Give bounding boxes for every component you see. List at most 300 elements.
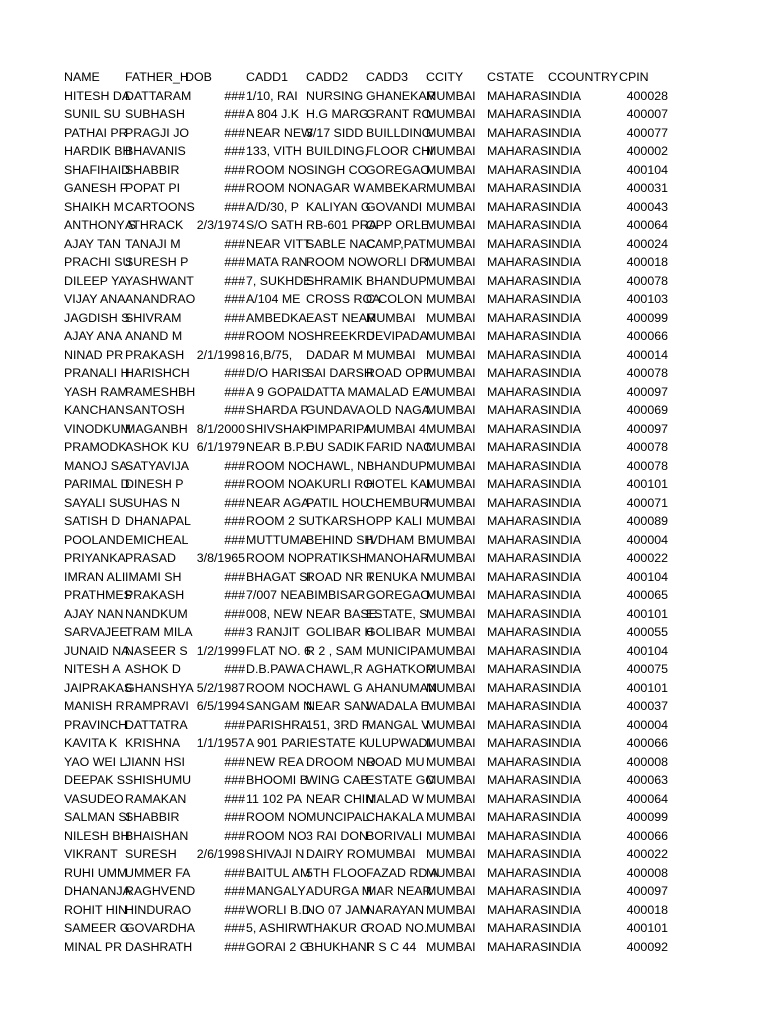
dob-cell[interactable]: 8/1/2000 [196, 421, 245, 436]
country-cell[interactable]: INDIA [548, 939, 582, 954]
city-cell[interactable]: MUMBAI [426, 421, 476, 436]
dob-cell[interactable]: ### [224, 144, 245, 158]
cadd1-cell[interactable]: ROOM NO [246, 828, 307, 843]
header-father-name[interactable]: FATHER_H [125, 70, 189, 84]
header-cstate[interactable]: CSTATE [487, 70, 535, 84]
pin-cell[interactable]: 400024 [626, 236, 668, 251]
state-cell[interactable]: MAHARASI [487, 551, 552, 565]
state-cell[interactable]: MAHARASI [487, 329, 552, 343]
father-name-cell[interactable]: PRAKASH [125, 588, 185, 602]
name-cell[interactable]: PRAMODK [64, 440, 127, 454]
state-cell[interactable]: MAHARASI [487, 569, 552, 584]
cadd1-cell[interactable]: PARISHRA [246, 717, 309, 732]
country-cell[interactable]: INDIA [548, 680, 582, 695]
dob-cell[interactable]: ### [224, 939, 245, 954]
cadd2-cell[interactable]: BEHIND SH [306, 532, 374, 547]
cadd3-cell[interactable]: MANGAL V [366, 717, 430, 732]
father-name-cell[interactable]: TRAM MILA [125, 625, 193, 639]
father-name-cell[interactable]: RAMAKAN [125, 791, 187, 806]
father-name-cell[interactable]: KRISHNA [125, 736, 181, 750]
pin-cell[interactable]: 400101 [626, 680, 668, 695]
state-cell[interactable]: MAHARASI [487, 884, 552, 898]
dob-cell[interactable]: 3/8/1965 [196, 551, 245, 565]
father-name-cell[interactable]: PRAGJI JO [125, 125, 190, 140]
country-cell[interactable]: INDIA [548, 347, 582, 362]
country-cell[interactable]: INDIA [548, 440, 582, 454]
pin-cell[interactable]: 400097 [626, 421, 668, 436]
city-cell[interactable]: MUMBAI [426, 495, 476, 510]
state-cell[interactable]: MAHARASI [487, 532, 552, 547]
city-cell[interactable]: MUMBAI [426, 440, 476, 454]
cadd3-cell[interactable]: WORLI DR. [366, 255, 432, 269]
city-cell[interactable]: MUMBAI [426, 717, 476, 732]
city-cell[interactable]: MUMBAI [426, 514, 476, 528]
country-cell[interactable]: INDIA [548, 477, 582, 491]
dob-cell[interactable]: ### [224, 88, 245, 103]
pin-cell[interactable]: 400092 [626, 939, 668, 954]
dob-cell[interactable]: ### [224, 884, 245, 898]
cadd2-cell[interactable]: CROSS ROA [306, 292, 381, 306]
father-name-cell[interactable]: DATTATRA [125, 717, 188, 732]
country-cell[interactable]: INDIA [548, 292, 582, 306]
cadd1-cell[interactable]: AMBEDKA [246, 310, 307, 325]
state-cell[interactable]: MAHARASI [487, 643, 552, 658]
cadd2-cell[interactable]: SABLE NAC [306, 236, 376, 251]
name-cell[interactable]: JAIPRAKAS [64, 680, 133, 695]
pin-cell[interactable]: 400007 [626, 107, 668, 121]
father-name-cell[interactable]: EMICHEAL [125, 532, 189, 547]
name-cell[interactable]: KAVITA K [64, 736, 118, 750]
city-cell[interactable]: MUMBAI [426, 144, 476, 158]
header-cadd3[interactable]: CADD3 [366, 70, 408, 84]
cadd1-cell[interactable]: ROOM 2 S [246, 514, 307, 528]
cadd2-cell[interactable]: NEAR BASE [306, 606, 377, 621]
pin-cell[interactable]: 400099 [626, 310, 668, 325]
name-cell[interactable]: NITESH A [64, 662, 121, 676]
dob-cell[interactable]: ### [224, 717, 245, 732]
cadd3-cell[interactable]: BHANDUP- [366, 458, 431, 473]
cadd3-cell[interactable]: BHANDUP [366, 273, 427, 288]
name-cell[interactable]: AJAY TAN [64, 236, 121, 251]
pin-cell[interactable]: 400078 [626, 366, 668, 380]
city-cell[interactable]: MUMBAI [426, 902, 476, 917]
state-cell[interactable]: MAHARASI [487, 162, 552, 177]
cadd2-cell[interactable]: UTKARSH [306, 514, 366, 528]
name-cell[interactable]: POOLAND [64, 532, 125, 547]
cadd3-cell[interactable]: CHEMBUR [366, 495, 429, 510]
name-cell[interactable]: ANTHONY S [64, 218, 137, 232]
cadd3-cell[interactable]: AMBEKAR [366, 181, 427, 195]
name-cell[interactable]: DEEPAK S [64, 773, 126, 787]
cadd1-cell[interactable]: A 804 J.K [246, 107, 300, 121]
cadd2-cell[interactable]: BHUKHANI [306, 939, 371, 954]
name-cell[interactable]: IMRAN ALI [64, 569, 126, 584]
cadd2-cell[interactable]: AKURLI RO [306, 477, 373, 491]
cadd3-cell[interactable]: FLOOR CHI [366, 144, 434, 158]
cadd1-cell[interactable]: 7, SUKHDE [246, 273, 312, 288]
state-cell[interactable]: MAHARASI [487, 699, 552, 713]
city-cell[interactable]: MUMBAI [426, 736, 476, 750]
state-cell[interactable]: MAHARASI [487, 865, 552, 880]
name-cell[interactable]: DILEEP YA [64, 273, 127, 288]
cadd3-cell[interactable]: MAR NEAR [366, 884, 432, 898]
dob-cell[interactable]: ### [224, 199, 245, 214]
country-cell[interactable]: INDIA [548, 532, 582, 547]
cadd1-cell[interactable]: MANGALY [246, 884, 306, 898]
header-cadd2[interactable]: CADD2 [306, 70, 348, 84]
cadd1-cell[interactable]: 3 RANJIT [246, 625, 300, 639]
country-cell[interactable]: INDIA [548, 551, 582, 565]
name-cell[interactable]: AJAY NAN [64, 606, 124, 621]
city-cell[interactable]: MUMBAI [426, 384, 476, 399]
cadd2-cell[interactable]: BIMBISAR [306, 588, 366, 602]
cadd2-cell[interactable]: THAKUR C [306, 921, 370, 935]
state-cell[interactable]: MAHARASI [487, 588, 552, 602]
state-cell[interactable]: MAHARASI [487, 88, 552, 103]
country-cell[interactable]: INDIA [548, 884, 582, 898]
name-cell[interactable]: VIKRANT [64, 847, 118, 861]
name-cell[interactable]: HARDIK BH [64, 144, 132, 158]
cadd2-cell[interactable]: 5TH FLOO [306, 865, 367, 880]
dob-cell[interactable]: ### [224, 273, 245, 288]
name-cell[interactable]: KANCHAN [64, 403, 125, 417]
pin-cell[interactable]: 400028 [626, 88, 668, 103]
pin-cell[interactable]: 400097 [626, 884, 668, 898]
cadd1-cell[interactable]: WORLI B.D [246, 902, 311, 917]
country-cell[interactable]: INDIA [548, 643, 582, 658]
name-cell[interactable]: SUNIL SU [64, 107, 121, 121]
cadd3-cell[interactable]: RENUKA N [366, 569, 430, 584]
father-name-cell[interactable]: SATYAVIJA [125, 458, 190, 473]
cadd2-cell[interactable]: NEAR CHIN [306, 791, 375, 806]
name-cell[interactable]: VIJAY ANA [64, 292, 126, 306]
country-cell[interactable]: INDIA [548, 847, 582, 861]
dob-cell[interactable]: ### [224, 810, 245, 824]
cadd1-cell[interactable]: 133, VITH [246, 144, 302, 158]
cadd1-cell[interactable]: 7/007 NEA [246, 588, 306, 602]
cadd1-cell[interactable]: NEAR VITT [246, 236, 311, 251]
state-cell[interactable]: MAHARASI [487, 477, 552, 491]
dob-cell[interactable]: ### [224, 310, 245, 325]
cadd2-cell[interactable]: 151, 3RD F [306, 717, 370, 732]
father-name-cell[interactable]: SURESH [125, 847, 177, 861]
dob-cell[interactable]: ### [224, 458, 245, 473]
country-cell[interactable]: INDIA [548, 717, 582, 732]
father-name-cell[interactable]: RAGHVEND [125, 884, 196, 898]
name-cell[interactable]: NILESH BH [64, 828, 130, 843]
pin-cell[interactable]: 400101 [626, 606, 668, 621]
name-cell[interactable]: JAGDISH S [64, 310, 130, 325]
city-cell[interactable]: MUMBAI [426, 477, 476, 491]
father-name-cell[interactable]: ASHOK D [125, 662, 181, 676]
father-name-cell[interactable]: SHABBIR [125, 162, 180, 177]
cadd3-cell[interactable]: MUNICIPA [366, 643, 426, 658]
cadd2-cell[interactable]: DAIRY RO [306, 847, 366, 861]
name-cell[interactable]: PARIMAL D [64, 477, 130, 491]
dob-cell[interactable]: ### [224, 255, 245, 269]
country-cell[interactable]: INDIA [548, 662, 582, 676]
pin-cell[interactable]: 400018 [626, 255, 668, 269]
cadd1-cell[interactable]: ROOM NO [246, 810, 307, 824]
cadd3-cell[interactable]: BORIVALI [366, 828, 423, 843]
country-cell[interactable]: INDIA [548, 514, 582, 528]
father-name-cell[interactable]: JIANN HSI [125, 754, 185, 769]
cadd1-cell[interactable]: NEAR AGA [246, 495, 310, 510]
state-cell[interactable]: MAHARASI [487, 921, 552, 935]
father-name-cell[interactable]: GOVARDHA [125, 921, 195, 935]
cadd2-cell[interactable]: PRATIKSH [306, 551, 368, 565]
city-cell[interactable]: MUMBAI [426, 884, 476, 898]
cadd3-cell[interactable]: GOREGAO [366, 162, 431, 177]
pin-cell[interactable]: 400078 [626, 273, 668, 288]
city-cell[interactable]: MUMBAI [426, 662, 476, 676]
pin-cell[interactable]: 400037 [626, 699, 668, 713]
cadd3-cell[interactable]: GRANT RO [366, 107, 432, 121]
dob-cell[interactable]: 6/5/1994 [196, 699, 245, 713]
pin-cell[interactable]: 400097 [626, 384, 668, 399]
cadd1-cell[interactable]: A 901 PAR [246, 736, 306, 750]
cadd3-cell[interactable]: C COLON [366, 292, 423, 306]
cadd3-cell[interactable]: NARAYAN [366, 902, 425, 917]
pin-cell[interactable]: 400066 [626, 828, 668, 843]
name-cell[interactable]: YAO WEI L [64, 754, 127, 769]
name-cell[interactable]: YASH RAM [64, 384, 128, 399]
cadd2-cell[interactable]: IESTATE K [306, 736, 368, 750]
cadd3-cell[interactable]: CAMP,PAT [366, 236, 426, 251]
cadd2-cell[interactable]: NAGAR W [306, 181, 366, 195]
name-cell[interactable]: PRIYANKA [64, 551, 126, 565]
state-cell[interactable]: MAHARASI [487, 421, 552, 436]
dob-cell[interactable]: ### [224, 477, 245, 491]
country-cell[interactable]: INDIA [548, 902, 582, 917]
dob-cell[interactable]: ### [224, 236, 245, 251]
name-cell[interactable]: SHAIKH M [64, 199, 124, 214]
city-cell[interactable]: MUMBAI [426, 218, 476, 232]
country-cell[interactable]: INDIA [548, 162, 582, 177]
cadd2-cell[interactable]: PATIL HOU [306, 495, 370, 510]
city-cell[interactable]: MUMBAI [426, 107, 476, 121]
cadd3-cell[interactable]: IVDHAM B [366, 532, 426, 547]
city-cell[interactable]: MUMBAI [426, 162, 476, 177]
country-cell[interactable]: INDIA [548, 828, 582, 843]
city-cell[interactable]: MUMBAI [426, 255, 476, 269]
cadd2-cell[interactable]: PIMPARIPA [306, 421, 372, 436]
cadd3-cell[interactable]: GHANEKAR [366, 88, 436, 103]
state-cell[interactable]: MAHARASI [487, 939, 552, 954]
name-cell[interactable]: MINAL PR [64, 939, 123, 954]
cadd1-cell[interactable]: FLAT NO. 6 [246, 643, 311, 658]
country-cell[interactable]: INDIA [548, 255, 582, 269]
father-name-cell[interactable]: DINESH P [125, 477, 184, 491]
cadd3-cell[interactable]: OPP ORLE [366, 218, 430, 232]
dob-cell[interactable]: ### [224, 588, 245, 602]
father-name-cell[interactable]: SHABBIR [125, 810, 180, 824]
dob-cell[interactable]: 6/1/1979 [196, 440, 245, 454]
cadd2-cell[interactable]: R 2 , SAM [306, 643, 363, 658]
country-cell[interactable]: INDIA [548, 144, 582, 158]
cadd3-cell[interactable]: CHAKALA [366, 810, 424, 824]
city-cell[interactable]: MUMBAI [426, 551, 476, 565]
cadd2-cell[interactable]: CHAWL G [306, 680, 363, 695]
pin-cell[interactable]: 400101 [626, 921, 668, 935]
dob-cell[interactable]: ### [224, 403, 245, 417]
cadd1-cell[interactable]: 1/10, RAI [246, 88, 298, 103]
country-cell[interactable]: INDIA [548, 199, 582, 214]
cadd3-cell[interactable]: BUILLDING [366, 125, 432, 140]
pin-cell[interactable]: 400055 [626, 625, 668, 639]
cadd2-cell[interactable]: CHAWL,R [306, 662, 363, 676]
header-ccity[interactable]: CCITY [426, 70, 464, 84]
dob-cell[interactable]: ### [224, 606, 245, 621]
father-name-cell[interactable]: TANAJI M [125, 236, 181, 251]
pin-cell[interactable]: 400043 [626, 199, 668, 214]
country-cell[interactable]: INDIA [548, 569, 582, 584]
city-cell[interactable]: MUMBAI [426, 458, 476, 473]
city-cell[interactable]: MUMBAI [426, 921, 476, 935]
country-cell[interactable]: INDIA [548, 736, 582, 750]
name-cell[interactable]: GANESH P [64, 181, 129, 195]
cadd3-cell[interactable]: MUMBAI [366, 310, 416, 325]
state-cell[interactable]: MAHARASI [487, 773, 552, 787]
cadd1-cell[interactable]: NEW REA [246, 754, 304, 769]
pin-cell[interactable]: 400103 [626, 292, 668, 306]
dob-cell[interactable]: ### [224, 514, 245, 528]
country-cell[interactable]: INDIA [548, 181, 582, 195]
cadd2-cell[interactable]: SHRAMIK I [306, 273, 370, 288]
name-cell[interactable]: PATHAI PR [64, 125, 128, 140]
father-name-cell[interactable]: BHAISHAN [125, 828, 189, 843]
cadd3-cell[interactable]: MALAD W [366, 791, 424, 806]
cadd3-cell[interactable]: DEVIPADA [366, 329, 428, 343]
cadd1-cell[interactable]: BHOOMI B [246, 773, 308, 787]
dob-cell[interactable]: ### [224, 125, 245, 140]
cadd2-cell[interactable]: ROAD NR T [306, 569, 374, 584]
cadd2-cell[interactable]: H.G MARG [306, 107, 369, 121]
dob-cell[interactable]: ### [224, 921, 245, 935]
country-cell[interactable]: INDIA [548, 107, 582, 121]
dob-cell[interactable]: ### [224, 329, 245, 343]
cadd1-cell[interactable]: A 9 GOPAL [246, 384, 310, 399]
cadd1-cell[interactable]: 11 102 PA [246, 791, 303, 806]
cadd1-cell[interactable]: GORAI 2 G [246, 939, 310, 954]
state-cell[interactable]: MAHARASI [487, 125, 552, 140]
name-cell[interactable]: RUHI UMM [64, 865, 128, 880]
city-cell[interactable]: MUMBAI [426, 791, 476, 806]
dob-cell[interactable]: ### [224, 773, 245, 787]
dob-cell[interactable]: 2/6/1998 [196, 847, 245, 861]
cadd2-cell[interactable]: ROOM NO [306, 255, 367, 269]
dob-cell[interactable]: 1/2/1999 [196, 643, 245, 658]
cadd1-cell[interactable]: 008, NEW [246, 606, 303, 621]
country-cell[interactable]: INDIA [548, 125, 582, 140]
cadd1-cell[interactable]: SANGAM N [246, 699, 313, 713]
dob-cell[interactable]: 1/1/1957 [196, 736, 245, 750]
state-cell[interactable]: MAHARASI [487, 366, 552, 380]
state-cell[interactable]: MAHARASI [487, 791, 552, 806]
cadd2-cell[interactable]: GOLIBAR H [306, 625, 374, 639]
father-name-cell[interactable]: SURESH P [125, 255, 189, 269]
name-cell[interactable]: DHANANJA [64, 884, 131, 898]
father-name-cell[interactable]: DASHRATH [125, 939, 193, 954]
cadd3-cell[interactable]: GOVANDI [366, 199, 423, 214]
cadd1-cell[interactable]: SHIVAJI N [246, 847, 305, 861]
name-cell[interactable]: SAMEER G [64, 921, 130, 935]
country-cell[interactable]: INDIA [548, 384, 582, 399]
cadd3-cell[interactable]: OPP KALI [366, 514, 423, 528]
state-cell[interactable]: MAHARASI [487, 403, 552, 417]
cadd1-cell[interactable]: S/O SATH [246, 218, 303, 232]
cadd3-cell[interactable]: ESTATE, S [366, 606, 428, 621]
name-cell[interactable]: ROHIT HIN [64, 902, 128, 917]
dob-cell[interactable]: ### [224, 865, 245, 880]
name-cell[interactable]: SAYALI SU [64, 495, 127, 510]
pin-cell[interactable]: 400104 [626, 569, 668, 584]
state-cell[interactable]: MAHARASI [487, 828, 552, 843]
pin-cell[interactable]: 400078 [626, 440, 668, 454]
country-cell[interactable]: INDIA [548, 606, 582, 621]
father-name-cell[interactable]: HARISHCH [125, 366, 190, 380]
cadd1-cell[interactable]: D/O HARIS [246, 366, 310, 380]
cadd2-cell[interactable]: ADURGA M [306, 884, 373, 898]
state-cell[interactable]: MAHARASI [487, 847, 552, 861]
name-cell[interactable]: SARVAJEE [64, 625, 128, 639]
pin-cell[interactable]: 400099 [626, 810, 668, 824]
state-cell[interactable]: MAHARASI [487, 440, 552, 454]
country-cell[interactable]: INDIA [548, 754, 582, 769]
cadd2-cell[interactable]: SAI DARSH [306, 366, 373, 380]
cadd3-cell[interactable]: MALAD EA [366, 384, 429, 399]
cadd1-cell[interactable]: ROOM NO [246, 181, 307, 195]
dob-cell[interactable]: ### [224, 625, 245, 639]
city-cell[interactable]: MUMBAI [426, 403, 476, 417]
cadd1-cell[interactable]: MUTTUMA [246, 532, 308, 547]
pin-cell[interactable]: 400104 [626, 162, 668, 177]
father-name-cell[interactable]: SUBHASH [125, 107, 185, 121]
city-cell[interactable]: MUMBAI [426, 125, 476, 140]
city-cell[interactable]: MUMBAI [426, 625, 476, 639]
country-cell[interactable]: INDIA [548, 329, 582, 343]
cadd1-cell[interactable]: A/D/30, P [246, 199, 300, 214]
country-cell[interactable]: INDIA [548, 791, 582, 806]
city-cell[interactable]: MUMBAI [426, 643, 476, 658]
cadd1-cell[interactable]: ROOM NO [246, 680, 307, 695]
father-name-cell[interactable]: CARTOONS [125, 199, 195, 214]
country-cell[interactable]: INDIA [548, 495, 582, 510]
pin-cell[interactable]: 400008 [626, 754, 668, 769]
city-cell[interactable]: MUMBAI [426, 847, 476, 861]
father-name-cell[interactable]: ANANDRAO [125, 292, 196, 306]
cadd2-cell[interactable]: WING CAB [306, 773, 369, 787]
state-cell[interactable]: MAHARASI [487, 754, 552, 769]
pin-cell[interactable]: 400031 [626, 181, 668, 195]
pin-cell[interactable]: 400089 [626, 514, 668, 528]
city-cell[interactable]: MUMBAI [426, 569, 476, 584]
cadd1-cell[interactable]: NEAR B.P.E [246, 440, 314, 454]
cadd1-cell[interactable]: ROOM NO [246, 458, 307, 473]
city-cell[interactable]: MUMBAI [426, 273, 476, 288]
cadd2-cell[interactable]: NO 07 JAM [306, 902, 371, 917]
city-cell[interactable]: MUMBAI [426, 181, 476, 195]
cadd2-cell[interactable]: DROOM NO [306, 754, 376, 769]
country-cell[interactable]: INDIA [548, 699, 582, 713]
city-cell[interactable]: MUMBAI [426, 588, 476, 602]
cadd1-cell[interactable]: BAITUL AM [246, 865, 311, 880]
father-name-cell[interactable]: NASEER S [125, 643, 188, 658]
cadd3-cell[interactable]: MUMBAI [366, 847, 416, 861]
pin-cell[interactable]: 400078 [626, 458, 668, 473]
city-cell[interactable]: MUMBAI [426, 773, 476, 787]
pin-cell[interactable]: 400066 [626, 329, 668, 343]
